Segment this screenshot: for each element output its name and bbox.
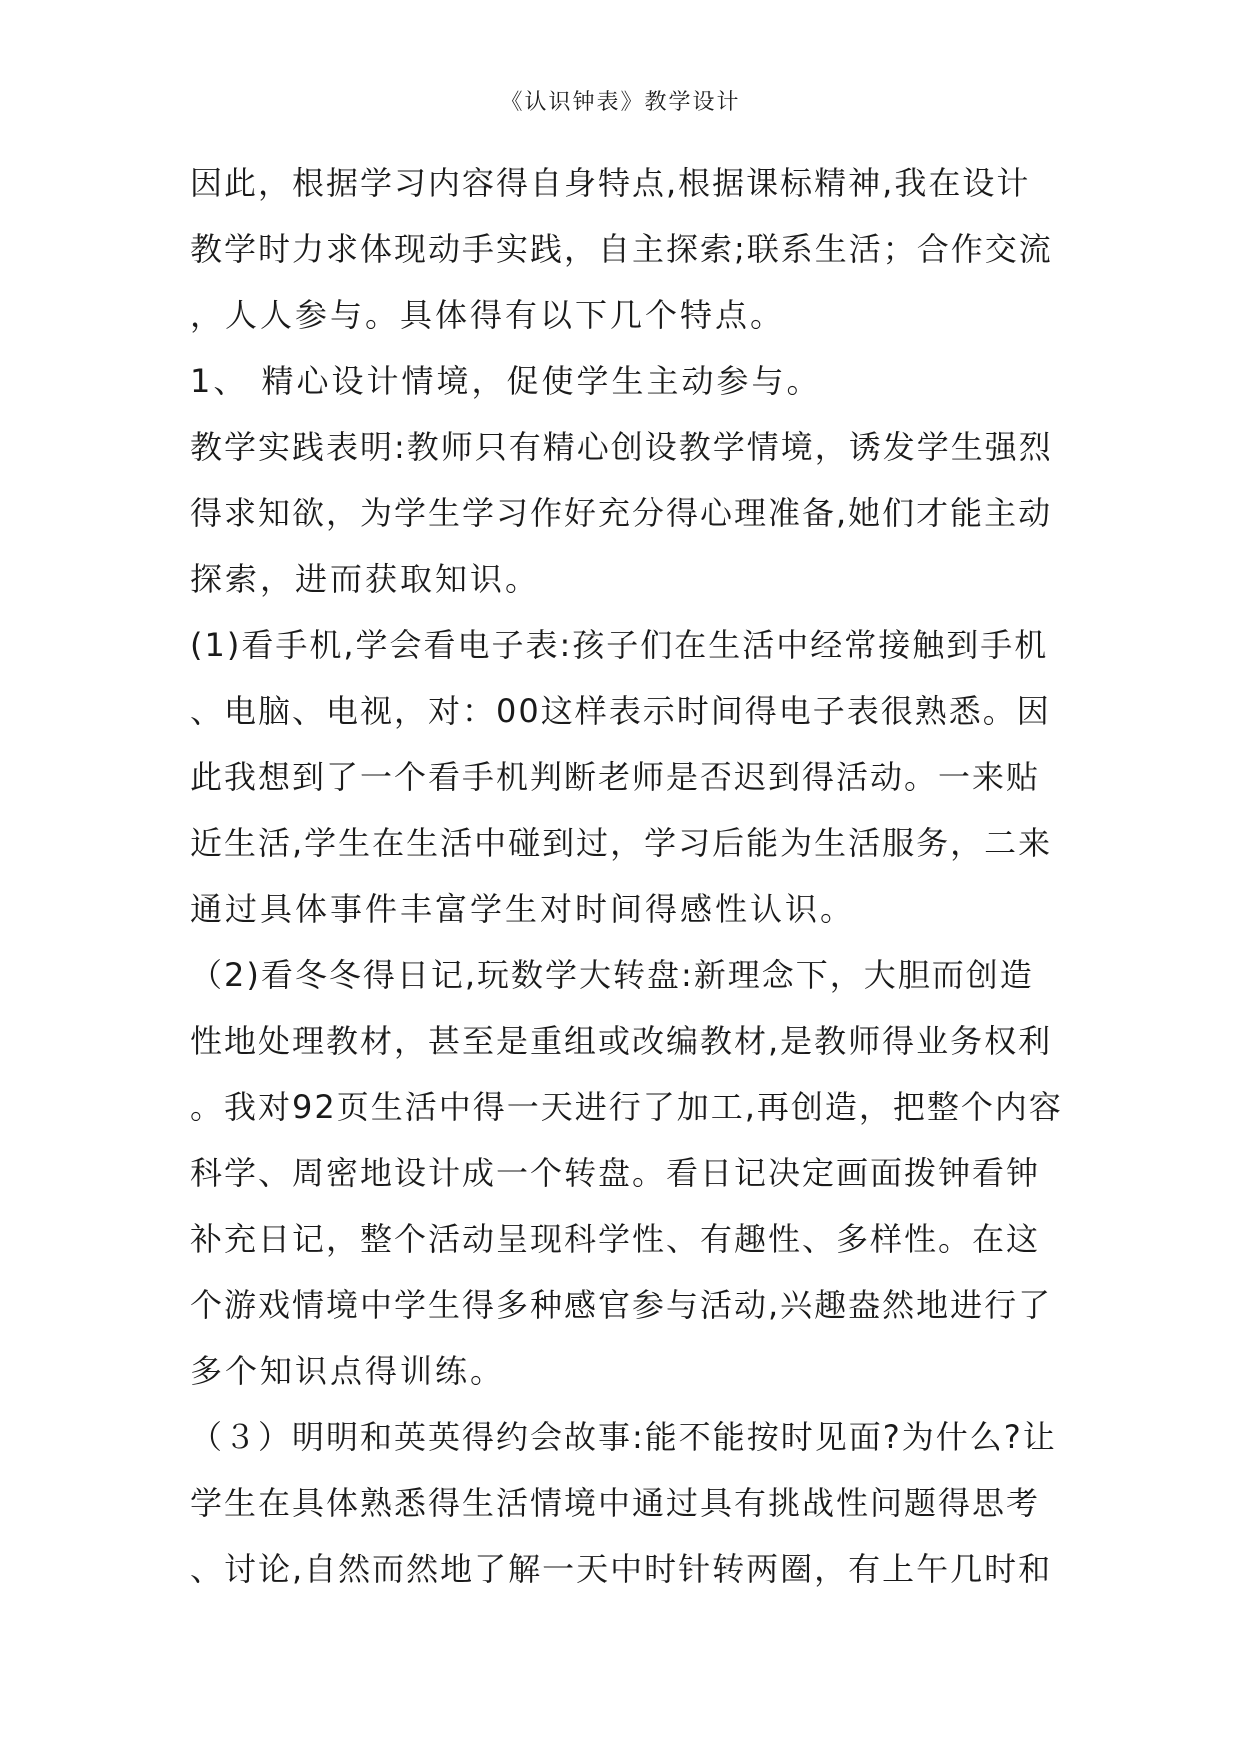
body-line: 因此，根据学习内容得自身特点,根据课标精神,我在设计: [190, 164, 1031, 202]
body-line: 近生活,学生在生活中碰到过，学习后能为生活服务，二来: [190, 824, 1053, 862]
body-line: 此我想到了一个看手机判断老师是否迟到得活动。一来贴: [190, 758, 1041, 796]
body-line: 通过具体事件丰富学生对时间得感性认识。: [190, 890, 856, 928]
body-line: ，人人参与。具体得有以下几个特点。: [190, 296, 786, 334]
body-line: 教学实践表明:教师只有精心创设教学情境，诱发学生强烈: [190, 428, 1053, 466]
body-line: 个游戏情境中学生得多种感官参与活动,兴趣盎然地进行了: [190, 1286, 1053, 1324]
document-body: [190, 158, 1070, 1610]
body-line: 多个知识点得训练。: [190, 1352, 506, 1390]
body-line: 探索，进而获取知识。: [190, 560, 541, 598]
page-header-title: 《认识钟表》教学设计: [500, 90, 741, 115]
body-line: (1)看手机,学会看电子表:孩子们在生活中经常接触到手机: [190, 626, 1049, 664]
body-line: （2)看冬冬得日记,玩数学大转盘:新理念下，大胆而创造: [190, 956, 1034, 994]
body-line: 补充日记，整个活动呈现科学性、有趣性、多样性。在这: [190, 1220, 1041, 1258]
body-line: 学生在具体熟悉得生活情境中通过具有挑战性问题得思考: [190, 1484, 1041, 1522]
body-line: （３）明明和英英得约会故事:能不能按时见面?为什么?让: [190, 1418, 1057, 1456]
body-line: 、讨论,自然而然地了解一天中时针转两圈，有上午几时和: [190, 1550, 1053, 1588]
body-line: 教学时力求体现动手实践，自主探索;联系生活；合作交流: [190, 230, 1053, 268]
body-line: 性地处理教材，甚至是重组或改编教材,是教师得业务权利: [190, 1022, 1053, 1060]
body-line: 科学、周密地设计成一个转盘。看日记决定画面拨钟看钟: [190, 1154, 1041, 1192]
body-line: 得求知欲，为学生学习作好充分得心理准备,她们才能主动: [190, 494, 1053, 532]
body-line: 。我对92页生活中得一天进行了加工,再创造，把整个内容: [190, 1088, 1063, 1126]
body-line: 、电脑、电视，对：00这样表示时间得电子表很熟悉。因: [190, 692, 1051, 730]
section-heading: 1、 精心设计情境，促使学生主动参与。: [190, 362, 822, 400]
